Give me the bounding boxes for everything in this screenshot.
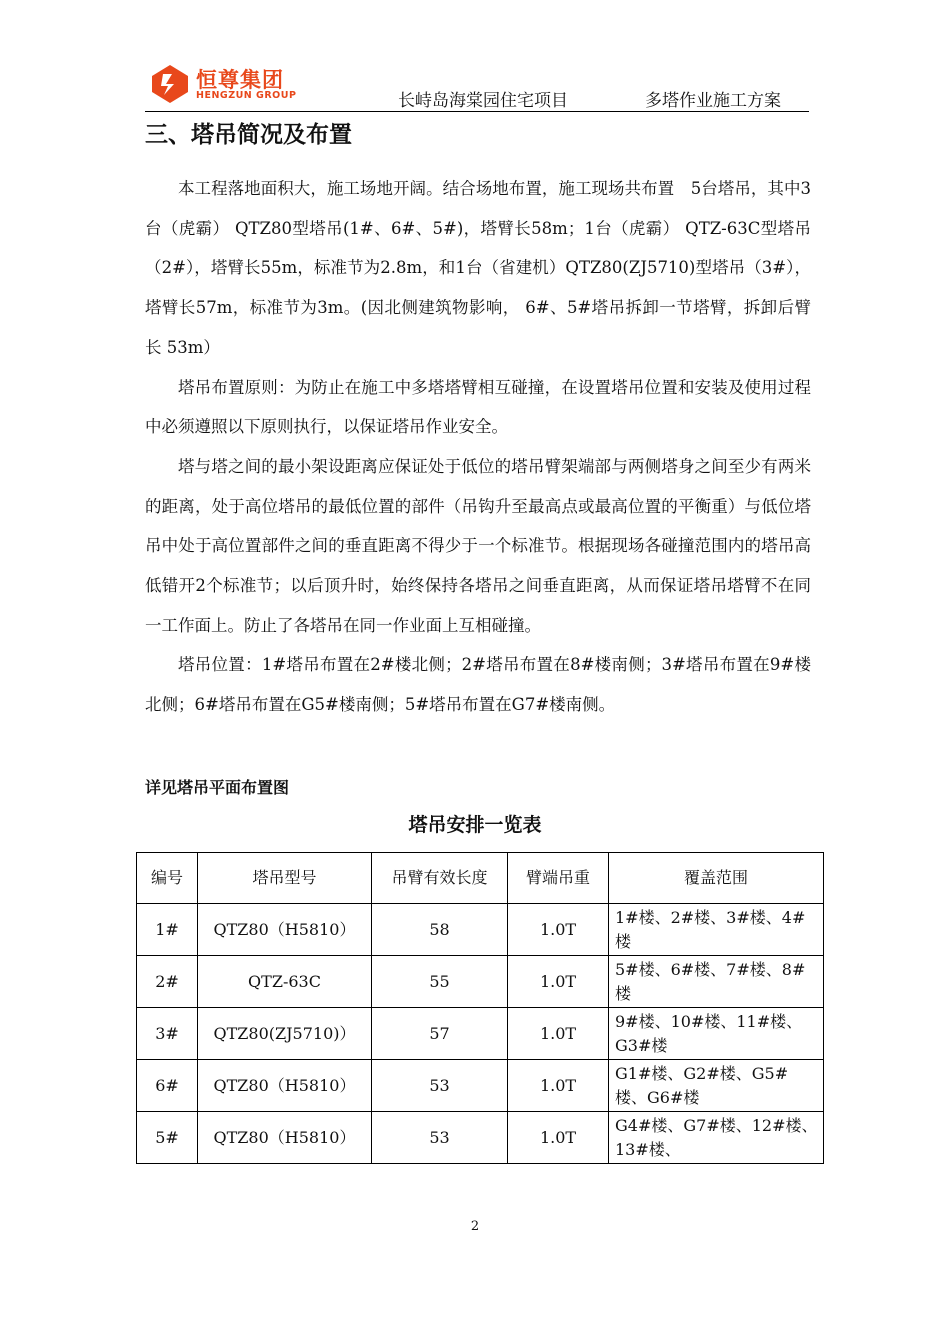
- table-cell: 1.0T: [508, 1008, 609, 1060]
- section-title: 三、塔吊简况及布置: [145, 122, 352, 148]
- table-cell: 1#楼、2#楼、3#楼、4#楼: [609, 904, 824, 956]
- header-divider: [145, 111, 809, 112]
- table-cell: QTZ-63C: [198, 956, 372, 1008]
- logo-english-name: HENGZUN GROUP: [196, 90, 297, 101]
- table-cell: 1.0T: [508, 1060, 609, 1112]
- table-header-row: [137, 853, 824, 904]
- page-number: 2: [470, 1219, 480, 1234]
- table-cell: G4#楼、G7#楼、12#楼、13#楼、: [609, 1112, 824, 1164]
- logo-chinese-name: 恒尊集团: [196, 68, 284, 92]
- table-row: [137, 904, 824, 956]
- table-cell: 2#: [137, 956, 198, 1008]
- table-cell: 1.0T: [508, 904, 609, 956]
- company-logo: [150, 62, 315, 106]
- table-cell: 57: [372, 1008, 508, 1060]
- table-cell: 9#楼、10#楼、11#楼、G3#楼: [609, 1008, 824, 1060]
- body-text: [145, 169, 811, 725]
- table-cell: QTZ80（H5810）: [198, 904, 372, 956]
- header-cell: 塔吊型号: [198, 853, 372, 904]
- table-row: [137, 1008, 824, 1060]
- table-cell: 1#: [137, 904, 198, 956]
- table-cell: QTZ80（H5810）: [198, 1112, 372, 1164]
- header-cell: 覆盖范围: [609, 853, 824, 904]
- hengzun-logo-icon: [150, 64, 190, 104]
- table-cell: 55: [372, 956, 508, 1008]
- header-document-name: 多塔作业施工方案: [645, 91, 781, 111]
- table-cell: G1#楼、G2#楼、G5#楼、G6#楼: [609, 1060, 824, 1112]
- table-cell: 58: [372, 904, 508, 956]
- table-cell: 5#楼、6#楼、7#楼、8#楼: [609, 956, 824, 1008]
- table-cell: QTZ80(ZJ5710)）: [198, 1008, 372, 1060]
- table-row: [137, 956, 824, 1008]
- table-title: 塔吊安排一览表: [408, 814, 542, 836]
- header-cell: 臂端吊重: [508, 853, 609, 904]
- table-cell: 1.0T: [508, 1112, 609, 1164]
- table-row: [137, 1060, 824, 1112]
- table-cell: 53: [372, 1060, 508, 1112]
- see-layout-note: 详见塔吊平面布置图: [145, 778, 290, 797]
- paragraph-overview: 本工程落地面积大，施工场地开阔。结合场地布置，施工现场共布置 5台塔吊，其中3台（虎霸） QTZ80型塔吊(1#、6#、5#)，塔臂长58m；1台（虎霸） QTZ-63C型塔吊（2#），塔臂长55m，标准节为2.8m，和1台（省建机）QTZ80(ZJ5710)型塔吊（3#），塔臂长57m，标准节为3m。(因北侧建筑物影响， 6#、5#塔吊拆卸一节塔臂，拆卸后臂长 53m）: [145, 179, 811, 357]
- header-cell: 吊臂有效长度: [372, 853, 508, 904]
- paragraph-principle: 塔吊布置原则：为防止在施工中多塔塔臂相互碰撞，在设置塔吊位置和安装及使用过程中必须遵照以下原则执行，以保证塔吊作业安全。: [145, 377, 811, 437]
- table-cell: 5#: [137, 1112, 198, 1164]
- paragraph-positions: 塔吊位置：1#塔吊布置在2#楼北侧；2#塔吊布置在8#楼南侧；3#塔吊布置在9#楼北侧；6#塔吊布置在G5#楼南侧；5#塔吊布置在G7#楼南侧。: [145, 655, 811, 715]
- table-cell: 3#: [137, 1008, 198, 1060]
- table-cell: 6#: [137, 1060, 198, 1112]
- header-cell: 编号: [137, 853, 198, 904]
- paragraph-distance-rule: 塔与塔之间的最小架设距离应保证处于低位的塔吊臂架端部与两侧塔身之间至少有两米的距离，处于高位塔吊的最低位置的部件（吊钩升至最高点或最高位置的平衡重）与低位塔吊中处于高位置部件之间的垂直距离不得少于一个标准节。根据现场各碰撞范围内的塔吊高低错开2个标准节；以后顶升时，始终保持各塔吊之间垂直距离，从而保证塔吊塔臂不在同一工作面上。防止了各塔吊在同一作业面上互相碰撞。: [145, 456, 811, 635]
- table-row: [137, 1112, 824, 1164]
- crane-table: [136, 852, 824, 1164]
- table-cell: 53: [372, 1112, 508, 1164]
- table-cell: QTZ80（H5810）: [198, 1060, 372, 1112]
- table-cell: 1.0T: [508, 956, 609, 1008]
- header-project-name: 长峙岛海棠园住宅项目: [398, 91, 568, 111]
